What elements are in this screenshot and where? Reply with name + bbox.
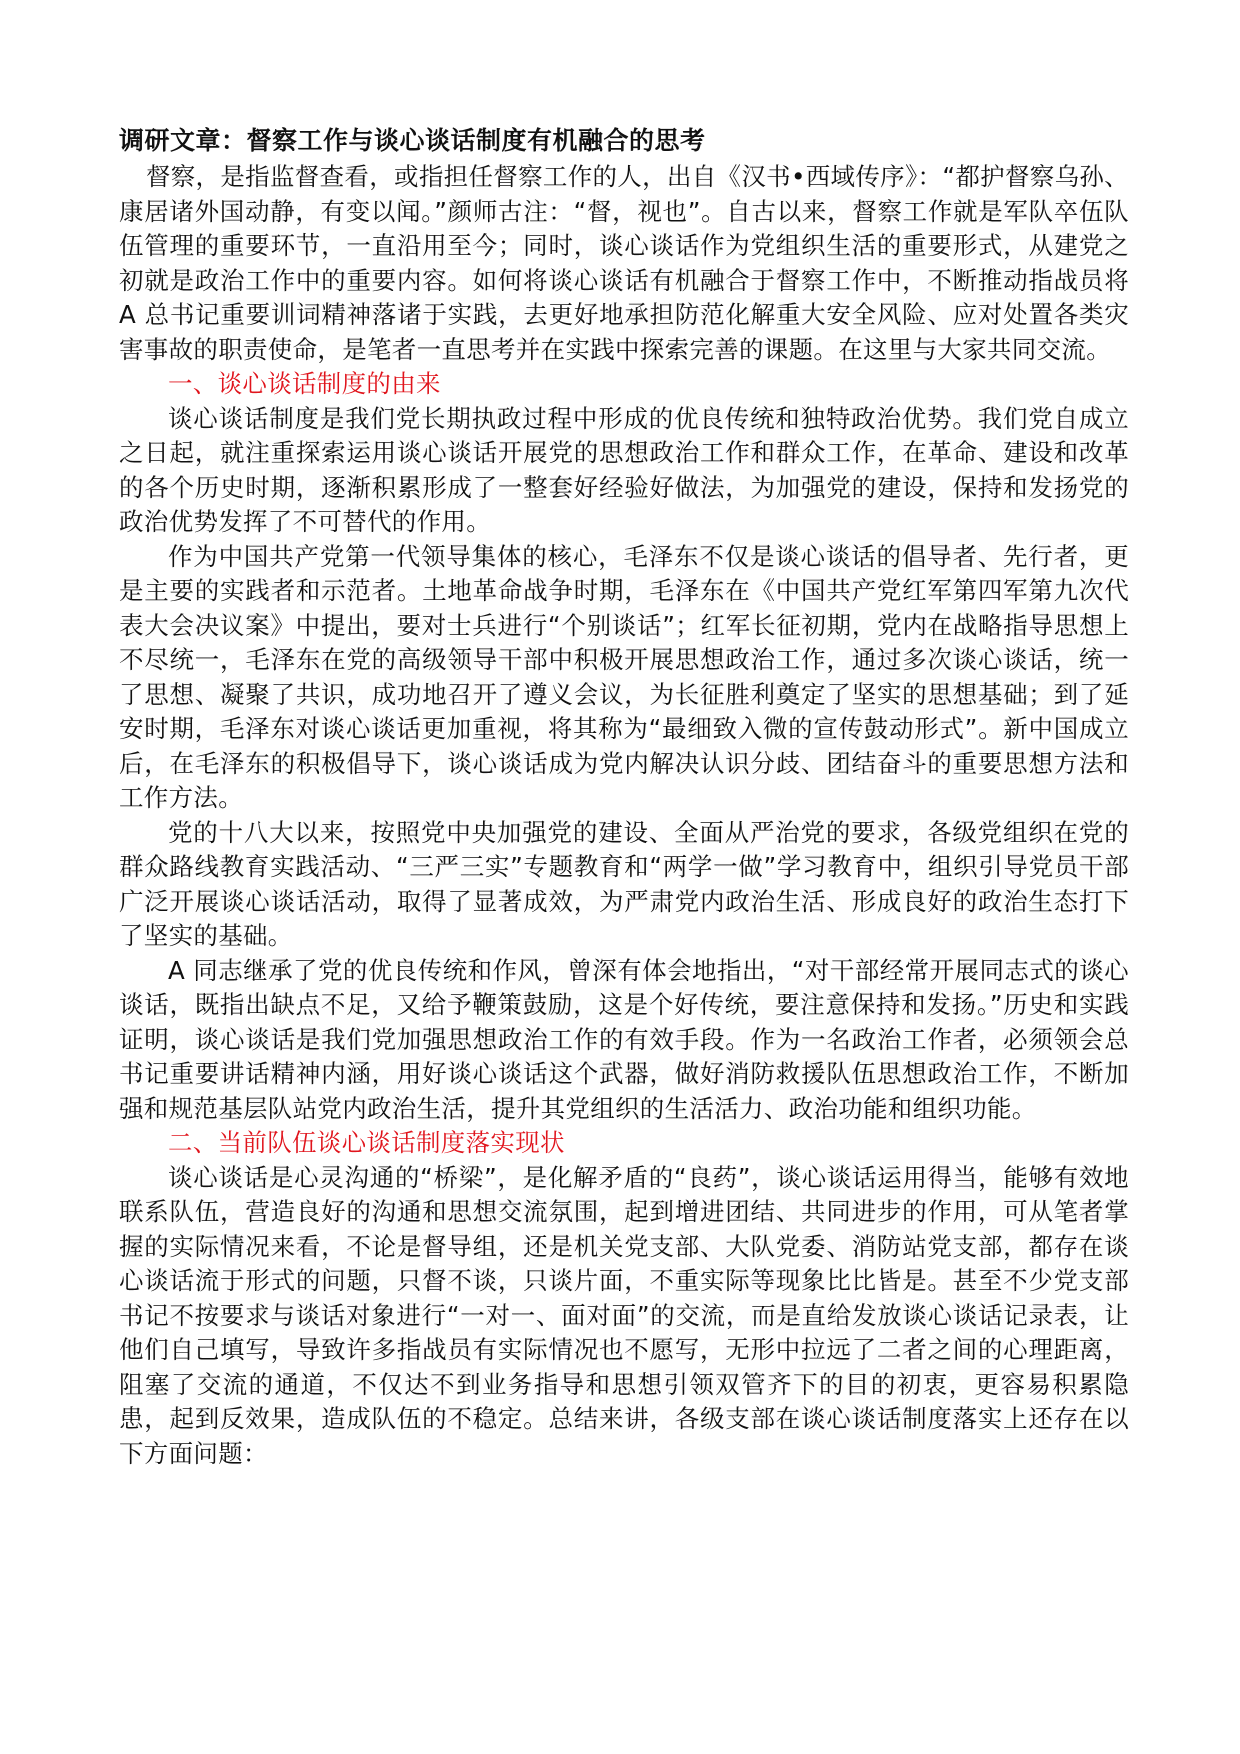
section-heading-1: 一、谈心谈话制度的由来 — [168, 369, 441, 398]
intro-paragraph: 督察，是指监督查看，或指担任督察工作的人，出自《汉书•西域传序》：“都护督察乌孙、康居诸外国动静，有变以闻。”颜师古注：“督，视也”。自古以来，督察工作就是军队卒伍队伍管理的重要环节，一直沿用至今；同时，谈心谈话作为党组织生活的重要形式，从建党之初就是政治工作中的重要内容。如何将谈心谈话有机融合于督察工作中，不断推动指战员将 A 总书记重要训词精神落诸于实践，去更好地承担防范化解重大安全风险、应对处置各类灾害事故的职责使命，是笔者一直思考并在实践中探索完善的课题。在这里与大家共同交流。 — [119, 162, 1129, 364]
section1-paragraph-2: 作为中国共产党第一代领导集体的核心，毛泽东不仅是谈心谈话的倡导者、先行者，更是主要的实践者和示范者。土地革命战争时期，毛泽东在《中国共产党红军第四军第九次代表大会决议案》中提出，要对士兵进行“个别谈话”；红军长征初期，党内在战略指导思想上不尽统一，毛泽东在党的高级领导干部中积极开展思想政治工作，通过多次谈心谈话，统一了思想、凝聚了共识，成功地召开了遵义会议，为长征胜利奠定了坚实的思想基础；到了延安时期，毛泽东对谈心谈话更加重视，将其称为“最细致入微的宣传鼓动形式”。新中国成立后，在毛泽东的积极倡导下，谈心谈话成为党内解决认识分歧、团结奋斗的重要思想方法和工作方法。 — [119, 541, 1129, 812]
document-title: 调研文章：督察工作与谈心谈话制度有机融合的思考 — [119, 126, 706, 155]
section1-paragraph-1: 谈心谈话制度是我们党长期执政过程中形成的优良传统和独特政治优势。我们党自成立之日起，就注重探索运用谈心谈话开展党的思想政治工作和群众工作，在革命、建设和改革的各个历史时期，逐渐积累形成了一整套好经验好做法，为加强党的建设，保持和发扬党的政治优势发挥了不可替代的作用。 — [119, 403, 1129, 536]
section-heading-2: 二、当前队伍谈心谈话制度落实现状 — [168, 1128, 565, 1157]
section1-paragraph-4: A 同志继承了党的优良传统和作风，曾深有体会地指出，“对干部经常开展同志式的谈心谈话，既指出缺点不足，又给予鞭策鼓励，这是个好传统，要注意保持和发扬。”历史和实践证明，谈心谈话是我们党加强思想政治工作的有效手段。作为一名政治工作者，必须领会总书记重要讲话精神内涵，用好谈心谈话这个武器，做好消防救援队伍思想政治工作，不断加强和规范基层队站党内政治生活，提升其党组织的生活活力、政治功能和组织功能。 — [119, 955, 1129, 1123]
document-page — [119, 124, 1129, 1471]
section2-paragraph-1: 谈心谈话是心灵沟通的“桥梁”，是化解矛盾的“良药”，谈心谈话运用得当，能够有效地联系队伍，营造良好的沟通和思想交流氛围，起到增进团结、共同进步的作用，可从笔者掌握的实际情况来看，不论是督导组，还是机关党支部、大队党委、消防站党支部，都存在谈心谈话流于形式的问题，只督不谈，只谈片面，不重实际等现象比比皆是。甚至不少党支部书记不按要求与谈话对象进行“一对一、面对面”的交流，而是直给发放谈心谈话记录表，让他们自己填写，导致许多指战员有实际情况也不愿写，无形中拉远了二者之间的心理距离，阻塞了交流的通道，不仅达不到业务指导和思想引领双管齐下的目的初衷，更容易积累隐患，起到反效果，造成队伍的不稳定。总结来讲，各级支部在谈心谈话制度落实上还存在以下方面问题： — [119, 1162, 1129, 1468]
section1-paragraph-3: 党的十八大以来，按照党中央加强党的建设、全面从严治党的要求，各级党组织在党的群众路线教育实践活动、“三严三实”专题教育和“两学一做”学习教育中，组织引导党员干部广泛开展谈心谈话活动，取得了显著成效，为严肃党内政治生活、形成良好的政治生态打下了坚实的基础。 — [119, 817, 1129, 950]
